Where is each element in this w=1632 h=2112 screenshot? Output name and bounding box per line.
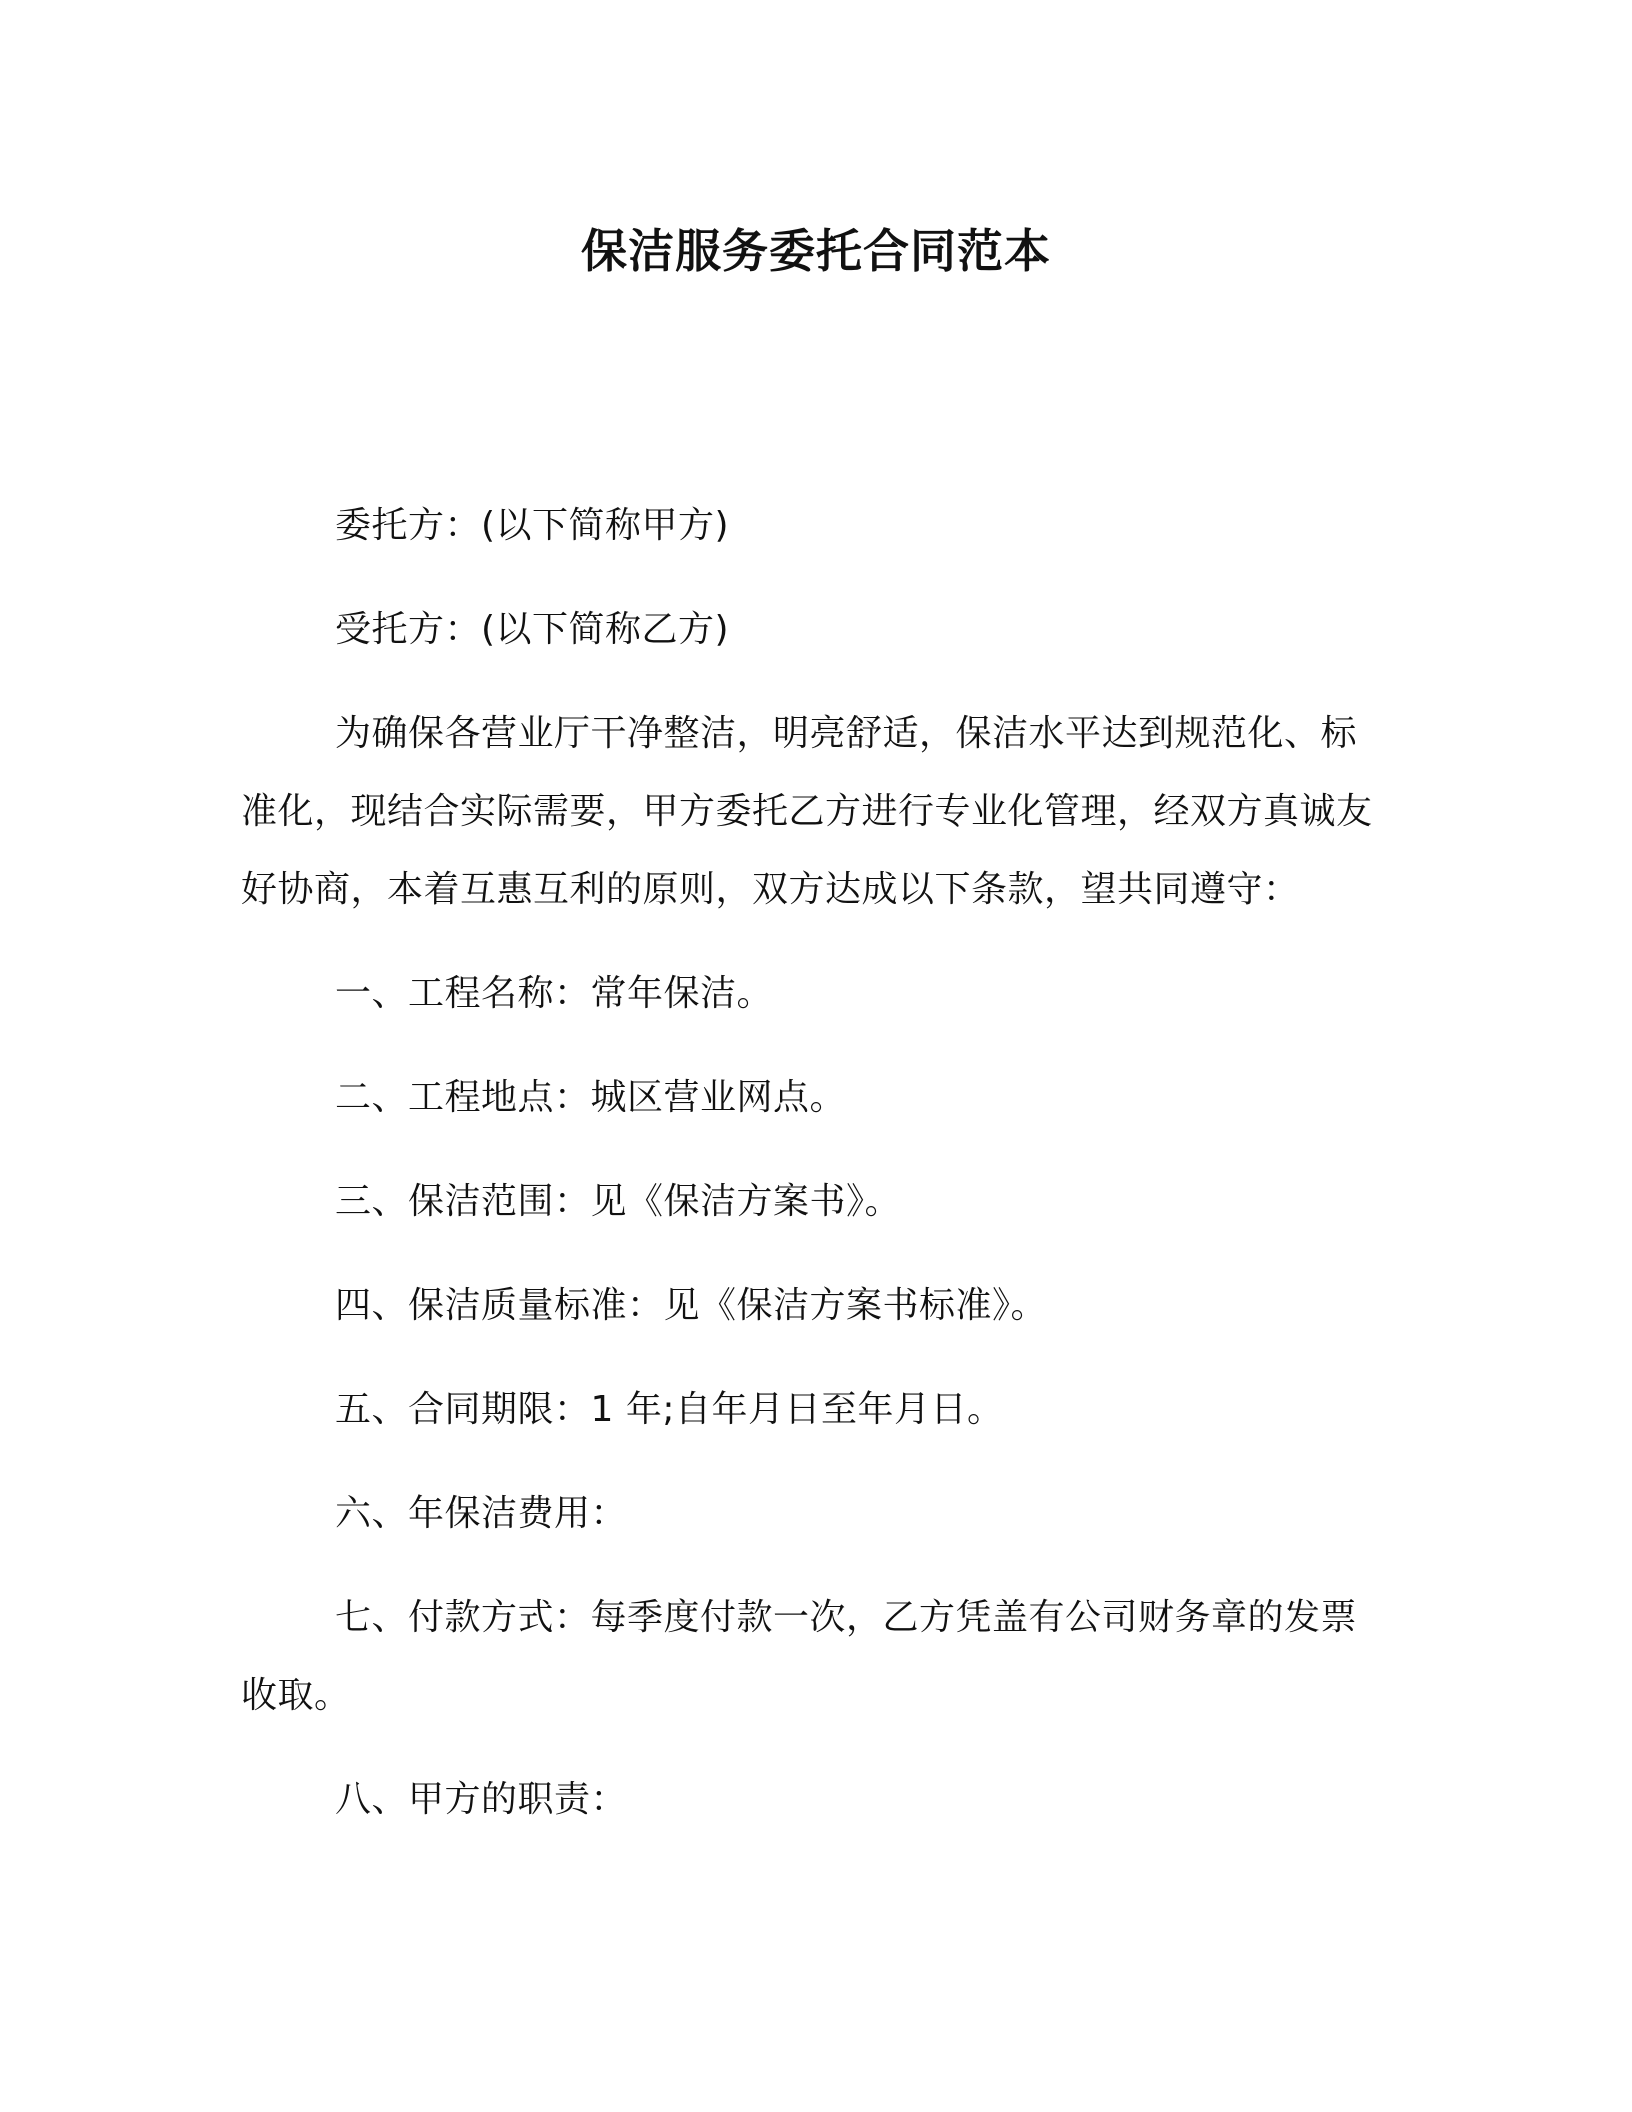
clause-payment-method: 七、付款方式：每季度付款一次，乙方凭盖有公司财务章的发票收取。 (241, 1597, 1358, 1716)
paragraph-preamble: 为确保各营业厅干净整洁，明亮舒适，保洁水平达到规范化、标准化，现结合实际需要，甲方委托乙方进行专业化管理，经双方真诚友好协商，本着互惠互利的原则，双方达成以下条款，望共同遵守： (241, 713, 1373, 910)
clause-quality-standard: 四、保洁质量标准：见《保洁方案书标准》。 (335, 1285, 1048, 1326)
clause-annual-fee: 六、年保洁费用： (335, 1493, 628, 1534)
clause-project-name: 一、工程名称：常年保洁。 (335, 973, 774, 1014)
paragraph-contractor: 受托方：(以下简称乙方) (335, 609, 730, 650)
document-body (241, 487, 1386, 1865)
clause-contract-term: 五、合同期限：1 年;自年月日至年月日。 (335, 1389, 1004, 1430)
document-title: 保洁服务委托合同范本 (581, 224, 1051, 278)
clause-party-a-duties: 八、甲方的职责： (335, 1779, 628, 1820)
paragraph-principal: 委托方：(以下简称甲方) (335, 505, 730, 546)
clause-project-location: 二、工程地点：城区营业网点。 (335, 1077, 847, 1118)
clause-cleaning-scope: 三、保洁范围：见《保洁方案书》。 (335, 1181, 902, 1222)
